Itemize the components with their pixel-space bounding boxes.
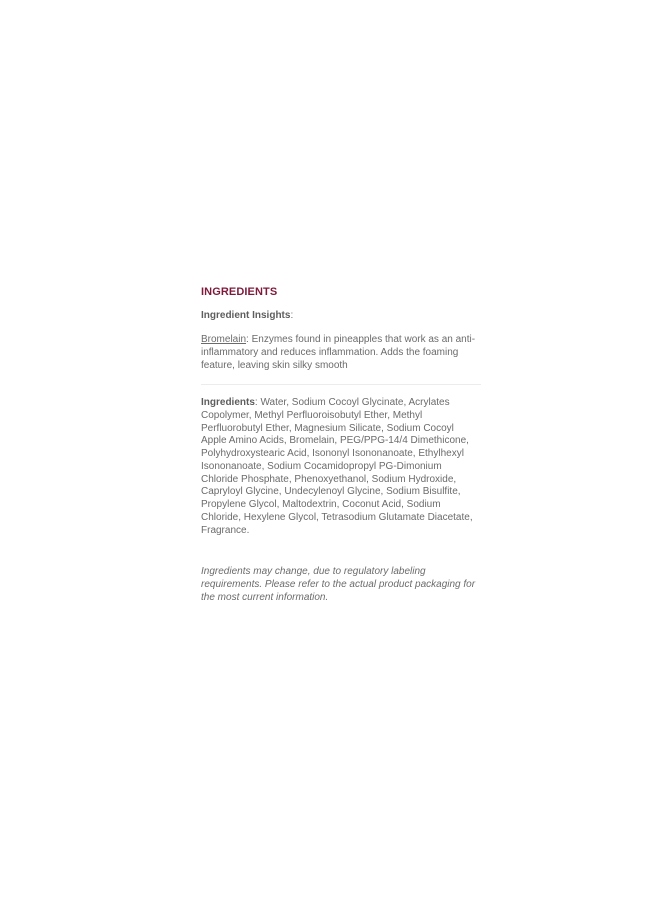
- ingredients-label: Ingredients: [201, 397, 255, 408]
- ingredient-insights-colon: :: [290, 310, 294, 321]
- insight-description: Enzymes found in pineapples that work as an anti-inflammatory and reduces inflammation. Adds the foaming feature, leaving skin silky smooth: [201, 334, 476, 371]
- ingredients-text: Water, Sodium Cocoyl Glycinate, Acrylates Copolymer, Methyl Perfluoroisobutyl Ether, Methyl Perfluorobutyl Ether, Magnesium Silicate, Sodium Cocoyl Apple Amino Acids, Bromelain, PEG/PPG-14/4 Dimethicone, Polyhydroxystearic Acid, Isononyl Isononanoate, Ethylhexyl Isononanoate, Sodium Cocamidopropyl PG-Dimonium Chloride Phosphate, Phenoxyethanol, Sodium Hydroxide, Capryloyl Glycine, Undecylenoyl Glycine, Sodium Bisulfite, Propylene Glycol, Maltodextrin, Coconut Acid, Sodium Chloride, Hexylene Glycol, Tetrasodium Glutamate Diacetate, Fragrance.: [201, 397, 473, 536]
- regulatory-disclaimer: Ingredients may change, due to regulatory labeling requirements. Please refer to the actual product packaging for the most current information.: [201, 566, 476, 604]
- ingredients-list: [201, 397, 481, 537]
- ingredient-insights-label: Ingredient Insights: [201, 310, 291, 321]
- section-divider: [201, 384, 481, 385]
- insight-separator: :: [246, 334, 249, 345]
- ingredients-separator: :: [254, 397, 258, 408]
- ingredients-panel: [201, 284, 481, 604]
- section-title: INGREDIENTS: [201, 286, 278, 298]
- insight-term: Bromelain: [201, 334, 247, 345]
- insight-item-bromelain: [201, 333, 481, 372]
- ingredient-insights-heading: [201, 309, 481, 322]
